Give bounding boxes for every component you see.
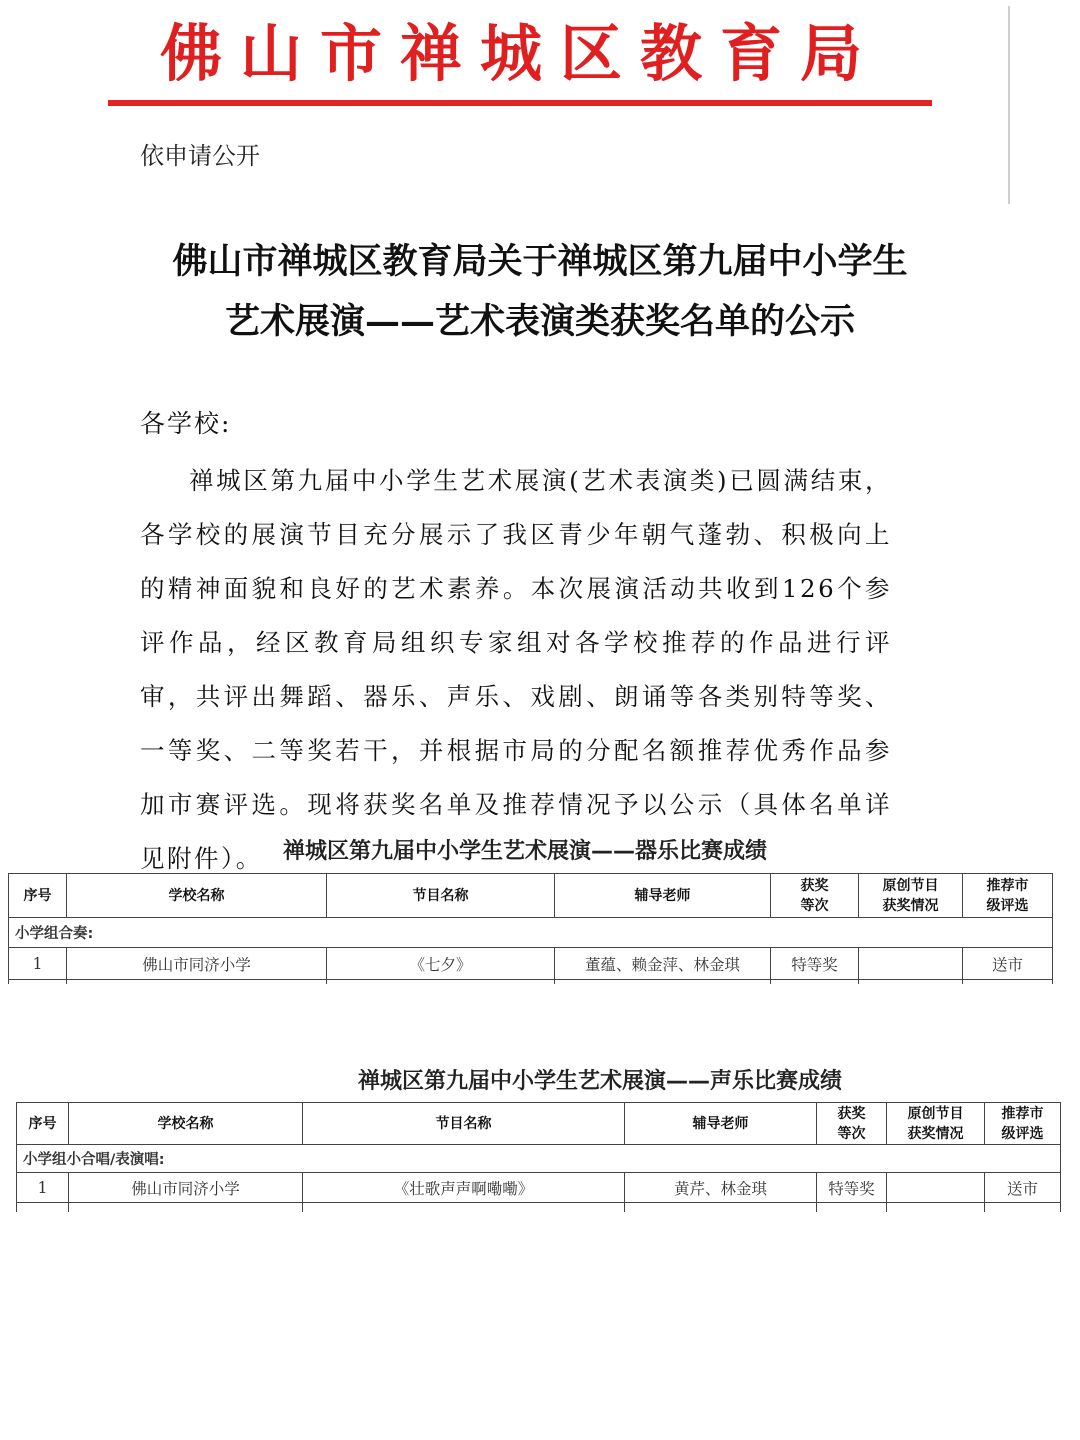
cell-teacher: 黄芹、林金琪 [625,1173,817,1203]
column-header-index: 序号 [17,1103,69,1145]
disclosure-label: 依申请公开 [140,142,260,170]
cell-program: 《七夕》 [327,948,555,980]
letterhead-title: 佛山市禅城区教育局 [159,17,880,90]
column-header-teacher: 辅导老师 [625,1103,817,1145]
group-label: 小学组小合唱/表演唱: [17,1145,1061,1173]
cell-recommend: 送市 [963,948,1053,980]
column-header-original: 原创节目获奖情况 [887,1103,985,1145]
column-header-program: 节目名称 [303,1103,625,1145]
crop-mask [0,1212,1080,1440]
column-header-school: 学校名称 [69,1103,303,1145]
cell-original [859,948,963,980]
page-edge-line [1008,6,1010,204]
column-header-teacher: 辅导老师 [555,874,771,918]
document-title-line-2: 艺术展演——艺术表演类获奖名单的公示 [224,301,855,342]
crop-mask [0,984,1080,1034]
column-header-index: 序号 [9,874,67,918]
column-header-award: 获奖等次 [771,874,859,918]
cell-original [887,1173,985,1203]
instrumental-results-title: 禅城区第九届中小学生艺术展演——器乐比赛成绩 [282,839,767,864]
table-header-row [17,1103,1061,1145]
cell-school: 佛山市同济小学 [69,1173,303,1203]
cell-award: 特等奖 [771,948,859,980]
group-label: 小学组合奏: [9,918,1053,948]
cell-program: 《壮歌声声啊嘞嘞》 [303,1173,625,1203]
vocal-results-title: 禅城区第九届中小学生艺术展演——声乐比赛成绩 [357,1069,842,1094]
cell-recommend: 送市 [985,1173,1061,1203]
cell-teacher: 董蕴、赖金萍、林金琪 [555,948,771,980]
salutation: 各学校: [140,409,232,438]
table-row [9,948,1053,980]
table-header-row [9,874,1053,918]
column-header-recommend: 推荐市级评选 [985,1103,1061,1145]
body-paragraph: 禅城区第九届中小学生艺术展演(艺术表演类)已圆满结束，各学校的展演节目充分展示了我区青少年朝气蓬勃、积极向上的精神面貌和良好的艺术素养。本次展演活动共收到126个参评作品，经区教育局组织专家组对各学校推荐的作品进行评审，共评出舞蹈、器乐、声乐、戏剧、朗诵等各类别特等奖、一等奖、二等奖若干，并根据市局的分配名额推荐优秀作品参加市赛评选。现将获奖名单及推荐情况予以公示（具体名单详见附件）。 [140,466,892,873]
column-header-original: 原创节目获奖情况 [859,874,963,918]
cell-index: 1 [17,1173,69,1203]
column-header-program: 节目名称 [327,874,555,918]
group-row [17,1145,1061,1173]
cell-award: 特等奖 [817,1173,887,1203]
cell-index: 1 [9,948,67,980]
column-header-school: 学校名称 [67,874,327,918]
table-row [17,1173,1061,1203]
letterhead-red-rule [108,100,932,106]
group-row [9,918,1053,948]
cell-school: 佛山市同济小学 [67,948,327,980]
document-title-line-1: 佛山市禅城区教育局关于禅城区第九届中小学生 [172,241,908,282]
column-header-award: 获奖等次 [817,1103,887,1145]
column-header-recommend: 推荐市级评选 [963,874,1053,918]
